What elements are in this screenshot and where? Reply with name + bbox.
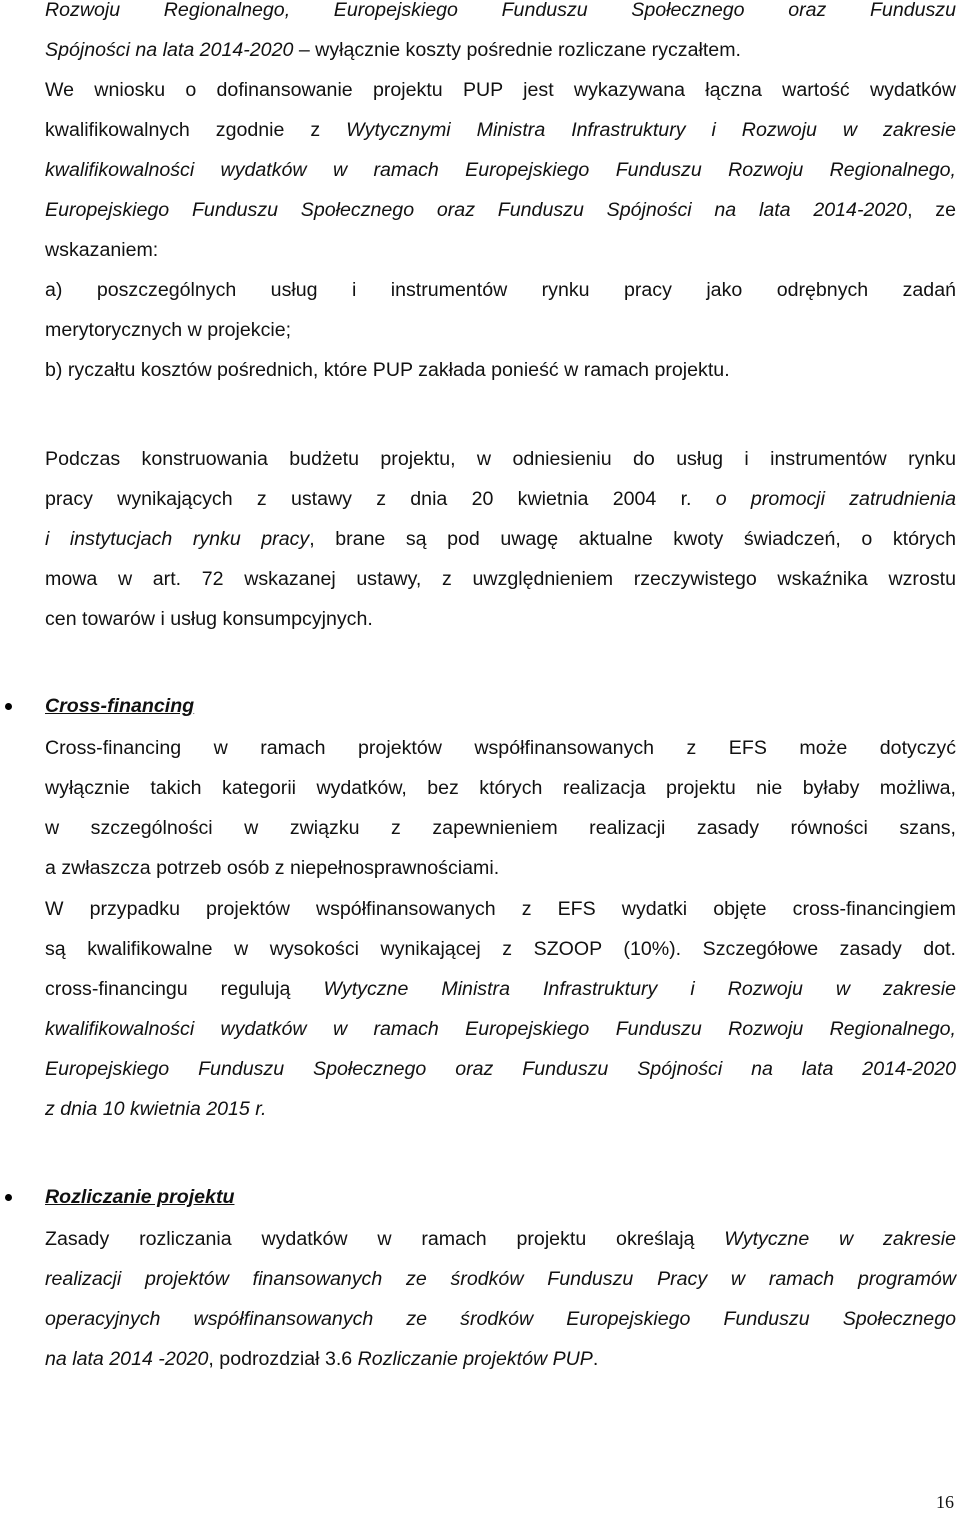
text-line: w szczególności w związku z zapewnieniem realizacji zasady równości szans, — [45, 817, 956, 839]
text-line: Zasady rozliczania wydatków w ramach projektu określają Wytyczne w zakresie — [45, 1228, 956, 1250]
text-line: z dnia 10 kwietnia 2015 r. — [45, 1098, 267, 1120]
text-line: We wniosku o dofinansowanie projektu PUP jest wykazywana łączna wartość wydatków — [45, 79, 956, 101]
text-line: operacyjnych współfinansowanych ze środków Europejskiego Funduszu Społecznego — [45, 1308, 956, 1330]
text-line: cross-financingu regulują Wytyczne Ministra Infrastruktury i Rozwoju w zakresie — [45, 978, 956, 1000]
text-line: i instytucjach rynku pracy, brane są pod uwagę aktualne kwoty świadczeń, o których — [45, 528, 956, 550]
text-line: kwalifikowalności wydatków w ramach Europejskiego Funduszu Rozwoju Regionalnego, — [45, 159, 956, 181]
section-heading-settlement: Rozliczanie projektu — [45, 1186, 235, 1208]
text-line: Cross-financing w ramach projektów współfinansowanych z EFS może dotyczyć — [45, 737, 956, 759]
text-line: merytorycznych w projekcie; — [45, 319, 292, 341]
text-line: wskazaniem: — [45, 239, 159, 261]
text-line: mowa w art. 72 wskazanej ustawy, z uwzględnieniem rzeczywistego wskaźnika wzrostu — [45, 568, 956, 590]
section-heading-cross-financing: Cross-financing — [45, 695, 195, 717]
text-line: realizacji projektów finansowanych ze środków Funduszu Pracy w ramach programów — [45, 1268, 956, 1290]
bullet-icon — [5, 703, 12, 710]
text-line: cen towarów i usług konsumpcyjnych. — [45, 608, 373, 630]
bullet-icon — [5, 1194, 12, 1201]
text-line: wyłącznie takich kategorii wydatków, bez których realizacja projektu nie byłaby możliwa, — [45, 777, 956, 799]
text-line: Spójności na lata 2014-2020 – wyłącznie koszty pośrednie rozliczane ryczałtem. — [45, 39, 741, 61]
text-line: na lata 2014 -2020, podrozdział 3.6 Rozliczanie projektów PUP. — [45, 1348, 599, 1370]
text-line: W przypadku projektów współfinansowanych z EFS wydatki objęte cross-financingiem — [45, 898, 956, 920]
text-line: kwalifikowalności wydatków w ramach Europejskiego Funduszu Rozwoju Regionalnego, — [45, 1018, 956, 1040]
list-item-b: b) ryczałtu kosztów pośrednich, które PUP zakłada ponieść w ramach projektu. — [45, 359, 730, 381]
text-line: Europejskiego Funduszu Społecznego oraz Funduszu Spójności na lata 2014-2020 — [45, 1058, 956, 1080]
list-item-a: a) poszczególnych usług i instrumentów rynku pracy jako odrębnych zadań — [45, 279, 956, 301]
text-line: Europejskiego Funduszu Społecznego oraz Funduszu Spójności na lata 2014-2020, ze — [45, 199, 956, 221]
text-line: kwalifikowalnych zgodnie z Wytycznymi Ministra Infrastruktury i Rozwoju w zakresie — [45, 119, 956, 141]
text-line: Podczas konstruowania budżetu projektu, w odniesieniu do usług i instrumentów rynku — [45, 448, 956, 470]
page-number: 16 — [936, 1492, 954, 1512]
text-line: a zwłaszcza potrzeb osób z niepełnosprawnościami. — [45, 857, 500, 879]
text-line: są kwalifikowalne w wysokości wynikającej z SZOOP (10%). Szczegółowe zasady dot. — [45, 938, 956, 960]
text-line: Rozwoju Regionalnego, Europejskiego Funduszu Społecznego oraz Funduszu — [45, 0, 956, 21]
text-line: pracy wynikających z ustawy z dnia 20 kwietnia 2004 r. o promocji zatrudnienia — [45, 488, 957, 510]
